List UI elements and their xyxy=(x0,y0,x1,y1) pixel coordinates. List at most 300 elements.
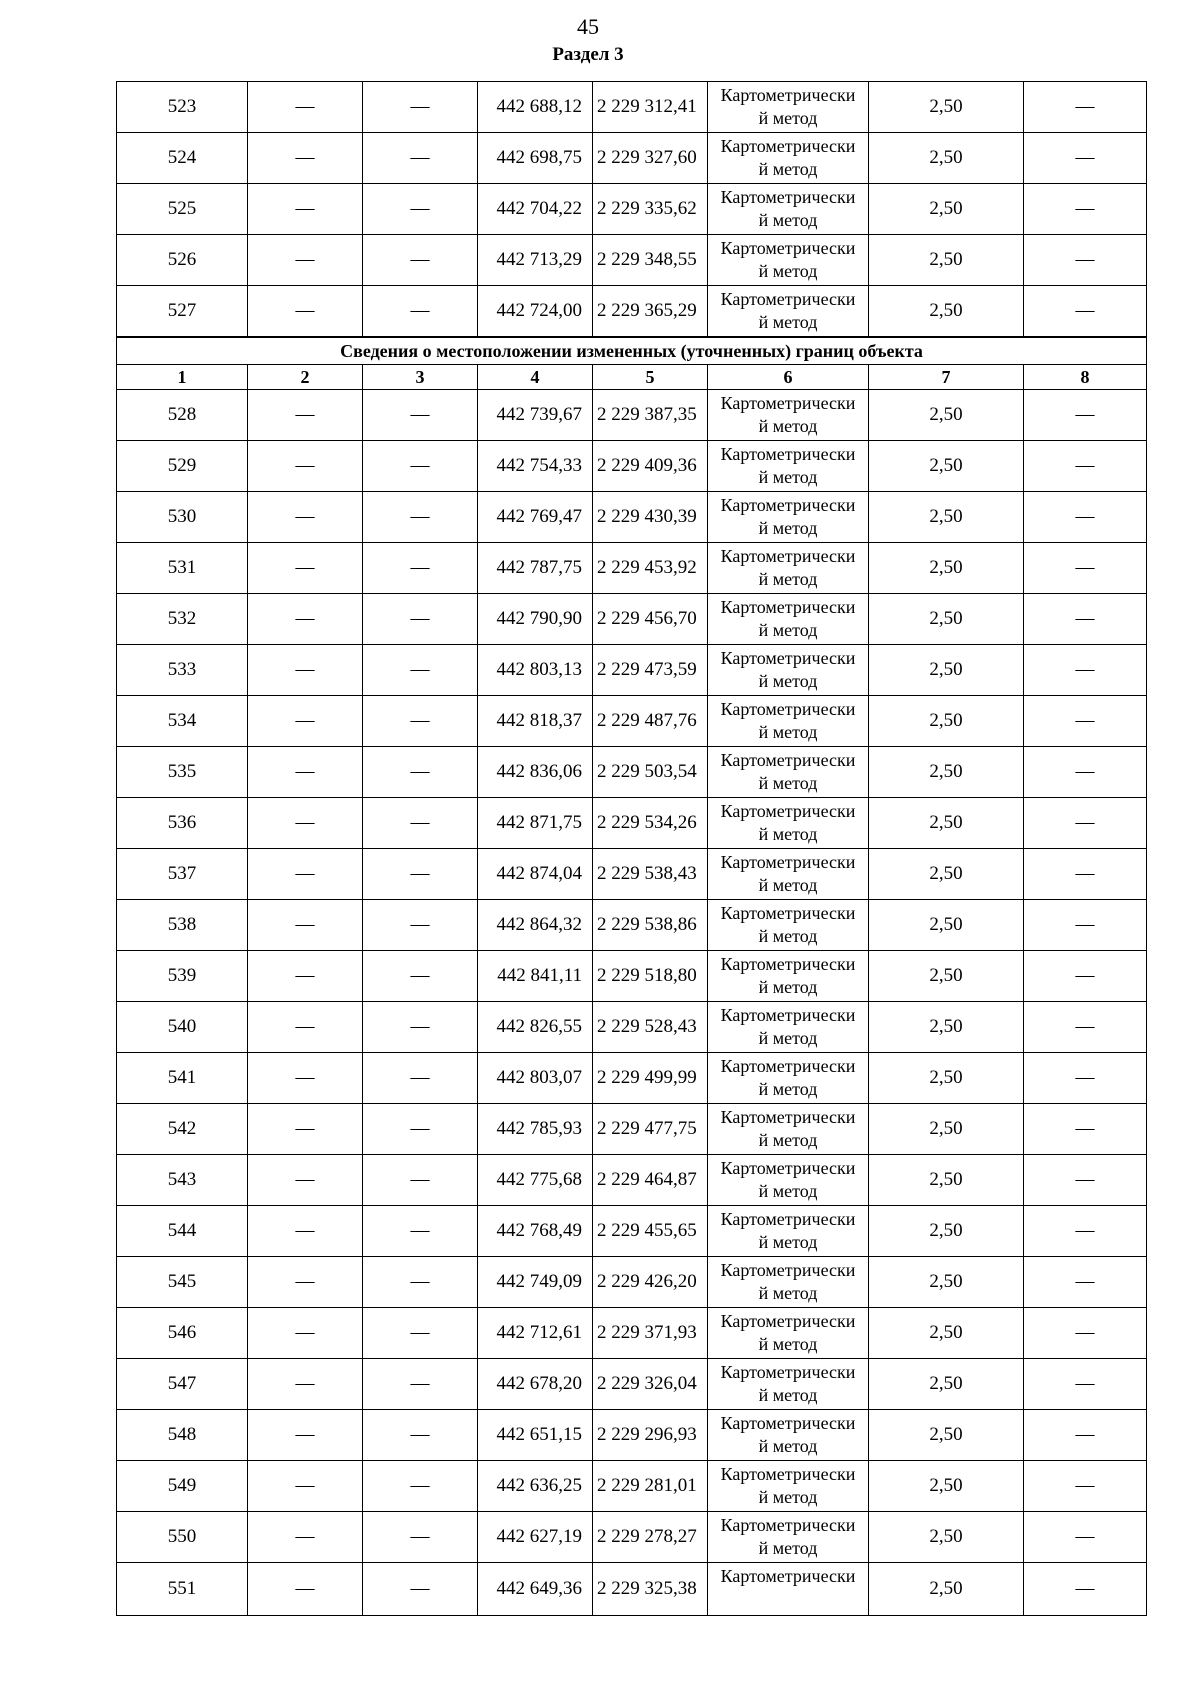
accuracy-cell: 2,50 xyxy=(869,1257,1024,1308)
table-row xyxy=(117,441,1147,492)
table-row xyxy=(117,594,1147,645)
point-number-cell: 542 xyxy=(117,1104,248,1155)
dash-cell: — xyxy=(363,1308,478,1359)
dash-cell: — xyxy=(248,1053,363,1104)
method-line-2: й метод xyxy=(758,108,818,128)
method-line-2: й метод xyxy=(758,210,818,230)
accuracy-cell: 2,50 xyxy=(869,82,1024,133)
dash-cell: — xyxy=(248,543,363,594)
method-cell xyxy=(708,696,869,747)
coordinate-y-cell: 2 229 499,99 xyxy=(593,1053,708,1104)
method-line-1: Картометрически xyxy=(720,648,856,668)
dash-cell: — xyxy=(1024,645,1147,696)
method-line-1: Картометрически xyxy=(720,750,856,770)
coordinate-y-cell: 2 229 327,60 xyxy=(593,133,708,184)
coordinate-x-cell: 442 704,22 xyxy=(478,184,593,235)
coordinate-y-cell: 2 229 409,36 xyxy=(593,441,708,492)
accuracy-cell: 2,50 xyxy=(869,441,1024,492)
coordinate-y-cell: 2 229 281,01 xyxy=(593,1461,708,1512)
dash-cell: — xyxy=(363,184,478,235)
method-line-1: Картометрически xyxy=(720,85,856,105)
dash-cell: — xyxy=(363,492,478,543)
accuracy-cell: 2,50 xyxy=(869,1104,1024,1155)
method-line-2: й метод xyxy=(758,1079,818,1099)
dash-cell: — xyxy=(248,1104,363,1155)
dash-cell: — xyxy=(363,1512,478,1563)
dash-cell: — xyxy=(363,1155,478,1206)
coordinate-y-cell: 2 229 473,59 xyxy=(593,645,708,696)
method-line-1: Картометрически xyxy=(720,1005,856,1025)
method-cell xyxy=(708,1104,869,1155)
method-cell xyxy=(708,286,869,338)
method-line-2: й метод xyxy=(758,1385,818,1405)
method-line-2: й метод xyxy=(758,671,818,691)
dash-cell: — xyxy=(363,849,478,900)
dash-cell: — xyxy=(1024,1359,1147,1410)
method-cell xyxy=(708,645,869,696)
method-line-1: Картометрически xyxy=(720,852,856,872)
method-line-1: Картометрически xyxy=(720,1515,856,1535)
point-number-cell: 523 xyxy=(117,82,248,133)
method-line-1: Картометрически xyxy=(720,238,856,258)
accuracy-cell: 2,50 xyxy=(869,1359,1024,1410)
coordinate-x-cell: 442 768,49 xyxy=(478,1206,593,1257)
coordinate-y-cell: 2 229 296,93 xyxy=(593,1410,708,1461)
column-number: 4 xyxy=(478,365,593,390)
method-cell xyxy=(708,1308,869,1359)
dash-cell: — xyxy=(363,1053,478,1104)
table-heading-row xyxy=(117,337,1147,365)
point-number-cell: 547 xyxy=(117,1359,248,1410)
dash-cell: — xyxy=(363,1563,478,1616)
dash-cell: — xyxy=(1024,798,1147,849)
method-cell xyxy=(708,441,869,492)
point-number-cell: 538 xyxy=(117,900,248,951)
coordinate-y-cell: 2 229 455,65 xyxy=(593,1206,708,1257)
coordinate-x-cell: 442 651,15 xyxy=(478,1410,593,1461)
rows-bottom xyxy=(117,390,1147,1616)
dash-cell: — xyxy=(1024,1308,1147,1359)
coordinate-x-cell: 442 698,75 xyxy=(478,133,593,184)
method-line-1: Картометрически xyxy=(720,1311,856,1331)
table-row xyxy=(117,133,1147,184)
method-line-1: Картометрически xyxy=(720,393,856,413)
boundary-points-table xyxy=(116,81,1147,1616)
accuracy-cell: 2,50 xyxy=(869,1053,1024,1104)
dash-cell: — xyxy=(1024,849,1147,900)
point-number-cell: 551 xyxy=(117,1563,248,1616)
coordinate-y-cell: 2 229 430,39 xyxy=(593,492,708,543)
dash-cell: — xyxy=(1024,492,1147,543)
method-line-2: й метод xyxy=(758,926,818,946)
column-number: 6 xyxy=(708,365,869,390)
dash-cell: — xyxy=(248,798,363,849)
coordinate-y-cell: 2 229 326,04 xyxy=(593,1359,708,1410)
table-row xyxy=(117,900,1147,951)
accuracy-cell: 2,50 xyxy=(869,1512,1024,1563)
point-number-cell: 534 xyxy=(117,696,248,747)
coordinate-x-cell: 442 826,55 xyxy=(478,1002,593,1053)
point-number-cell: 539 xyxy=(117,951,248,1002)
method-line-1: Картометрически xyxy=(720,1158,856,1178)
coordinate-x-cell: 442 649,36 xyxy=(478,1563,593,1616)
dash-cell: — xyxy=(1024,1563,1147,1616)
method-line-1: Картометрически xyxy=(720,1107,856,1127)
method-line-1: Картометрически xyxy=(720,1056,856,1076)
method-line-2: й метод xyxy=(758,977,818,997)
table-row xyxy=(117,1104,1147,1155)
accuracy-cell: 2,50 xyxy=(869,1410,1024,1461)
method-line-2: й метод xyxy=(758,875,818,895)
method-line-2: й метод xyxy=(758,722,818,742)
dash-cell: — xyxy=(248,1512,363,1563)
method-line-2: й метод xyxy=(758,467,818,487)
coordinate-x-cell: 442 841,11 xyxy=(478,951,593,1002)
table-row xyxy=(117,1410,1147,1461)
point-number-cell: 546 xyxy=(117,1308,248,1359)
coordinate-y-cell: 2 229 335,62 xyxy=(593,184,708,235)
method-cell xyxy=(708,235,869,286)
dash-cell: — xyxy=(1024,1512,1147,1563)
table-row xyxy=(117,390,1147,441)
method-line-2: й метод xyxy=(758,1028,818,1048)
method-cell xyxy=(708,1563,869,1616)
coordinate-x-cell: 442 754,33 xyxy=(478,441,593,492)
table-heading-group xyxy=(117,337,1147,390)
coordinate-y-cell: 2 229 312,41 xyxy=(593,82,708,133)
method-cell xyxy=(708,798,869,849)
table-row xyxy=(117,696,1147,747)
method-line-1: Картометрически xyxy=(720,444,856,464)
method-line-2: й метод xyxy=(758,1283,818,1303)
dash-cell: — xyxy=(363,1206,478,1257)
dash-cell: — xyxy=(1024,184,1147,235)
coordinate-x-cell: 442 871,75 xyxy=(478,798,593,849)
coordinate-y-cell: 2 229 325,38 xyxy=(593,1563,708,1616)
coordinate-y-cell: 2 229 477,75 xyxy=(593,1104,708,1155)
accuracy-cell: 2,50 xyxy=(869,1563,1024,1616)
point-number-cell: 525 xyxy=(117,184,248,235)
dash-cell: — xyxy=(1024,1206,1147,1257)
dash-cell: — xyxy=(363,900,478,951)
method-line-1: Картометрически xyxy=(720,801,856,821)
accuracy-cell: 2,50 xyxy=(869,798,1024,849)
coordinate-x-cell: 442 769,47 xyxy=(478,492,593,543)
accuracy-cell: 2,50 xyxy=(869,1308,1024,1359)
table-row xyxy=(117,82,1147,133)
method-cell xyxy=(708,1257,869,1308)
method-line-1: Картометрически xyxy=(720,903,856,923)
coordinate-x-cell: 442 712,61 xyxy=(478,1308,593,1359)
dash-cell: — xyxy=(363,543,478,594)
point-number-cell: 524 xyxy=(117,133,248,184)
table-row xyxy=(117,849,1147,900)
method-line-1: Картометрически xyxy=(720,1413,856,1433)
method-line-2: й метод xyxy=(758,1130,818,1150)
table-row xyxy=(117,1563,1147,1616)
coordinate-x-cell: 442 636,25 xyxy=(478,1461,593,1512)
method-cell xyxy=(708,951,869,1002)
dash-cell: — xyxy=(1024,133,1147,184)
method-line-1: Картометрически xyxy=(720,289,856,309)
table-row xyxy=(117,951,1147,1002)
dash-cell: — xyxy=(1024,747,1147,798)
method-cell xyxy=(708,1359,869,1410)
coordinate-x-cell: 442 724,00 xyxy=(478,286,593,338)
dash-cell: — xyxy=(363,82,478,133)
dash-cell: — xyxy=(248,1206,363,1257)
column-number: 8 xyxy=(1024,365,1147,390)
coordinate-x-cell: 442 627,19 xyxy=(478,1512,593,1563)
method-line-1: Картометрически xyxy=(720,495,856,515)
column-number: 5 xyxy=(593,365,708,390)
method-line-1: Картометрически xyxy=(720,546,856,566)
coordinate-y-cell: 2 229 456,70 xyxy=(593,594,708,645)
coordinate-x-cell: 442 739,67 xyxy=(478,390,593,441)
dash-cell: — xyxy=(1024,543,1147,594)
dash-cell: — xyxy=(363,286,478,338)
table-row xyxy=(117,1257,1147,1308)
method-line-2: й метод xyxy=(758,569,818,589)
table-row xyxy=(117,1002,1147,1053)
method-line-1: Картометрически xyxy=(720,1362,856,1382)
method-cell xyxy=(708,543,869,594)
dash-cell: — xyxy=(248,1410,363,1461)
coordinate-y-cell: 2 229 518,80 xyxy=(593,951,708,1002)
coordinate-x-cell: 442 678,20 xyxy=(478,1359,593,1410)
point-number-cell: 545 xyxy=(117,1257,248,1308)
method-line-1: Картометрически xyxy=(720,699,856,719)
method-cell xyxy=(708,1410,869,1461)
method-line-1: Картометрически xyxy=(720,1209,856,1229)
coordinate-y-cell: 2 229 365,29 xyxy=(593,286,708,338)
method-line-2: й метод xyxy=(758,261,818,281)
method-cell xyxy=(708,747,869,798)
coordinate-x-cell: 442 749,09 xyxy=(478,1257,593,1308)
dash-cell: — xyxy=(248,1257,363,1308)
dash-cell: — xyxy=(1024,441,1147,492)
method-cell xyxy=(708,390,869,441)
table-row xyxy=(117,1206,1147,1257)
dash-cell: — xyxy=(248,1308,363,1359)
point-number-cell: 549 xyxy=(117,1461,248,1512)
coordinate-x-cell: 442 864,32 xyxy=(478,900,593,951)
method-cell xyxy=(708,133,869,184)
column-number: 2 xyxy=(248,365,363,390)
coordinate-x-cell: 442 787,75 xyxy=(478,543,593,594)
table-row xyxy=(117,492,1147,543)
dash-cell: — xyxy=(363,747,478,798)
dash-cell: — xyxy=(248,849,363,900)
accuracy-cell: 2,50 xyxy=(869,1002,1024,1053)
point-number-cell: 529 xyxy=(117,441,248,492)
dash-cell: — xyxy=(1024,286,1147,338)
method-cell xyxy=(708,82,869,133)
dash-cell: — xyxy=(1024,1104,1147,1155)
dash-cell: — xyxy=(363,1359,478,1410)
dash-cell: — xyxy=(1024,235,1147,286)
method-cell xyxy=(708,1206,869,1257)
method-line-2: й метод xyxy=(758,824,818,844)
dash-cell: — xyxy=(1024,82,1147,133)
dash-cell: — xyxy=(248,390,363,441)
method-cell xyxy=(708,184,869,235)
table-row xyxy=(117,286,1147,338)
dash-cell: — xyxy=(1024,390,1147,441)
dash-cell: — xyxy=(1024,1461,1147,1512)
dash-cell: — xyxy=(248,492,363,543)
accuracy-cell: 2,50 xyxy=(869,951,1024,1002)
method-line-2: й метод xyxy=(758,1334,818,1354)
coordinate-y-cell: 2 229 538,86 xyxy=(593,900,708,951)
method-cell xyxy=(708,849,869,900)
method-cell xyxy=(708,1155,869,1206)
method-line-2: й метод xyxy=(758,620,818,640)
point-number-cell: 536 xyxy=(117,798,248,849)
accuracy-cell: 2,50 xyxy=(869,747,1024,798)
coordinate-y-cell: 2 229 464,87 xyxy=(593,1155,708,1206)
table-row xyxy=(117,1308,1147,1359)
method-line-2: й метод xyxy=(758,1487,818,1507)
method-line-2: й метод xyxy=(758,416,818,436)
point-number-cell: 541 xyxy=(117,1053,248,1104)
table-row xyxy=(117,645,1147,696)
accuracy-cell: 2,50 xyxy=(869,1206,1024,1257)
coordinate-y-cell: 2 229 387,35 xyxy=(593,390,708,441)
coordinate-x-cell: 442 836,06 xyxy=(478,747,593,798)
table-row xyxy=(117,235,1147,286)
dash-cell: — xyxy=(248,1002,363,1053)
dash-cell: — xyxy=(363,1104,478,1155)
column-number: 7 xyxy=(869,365,1024,390)
dash-cell: — xyxy=(248,1563,363,1616)
accuracy-cell: 2,50 xyxy=(869,900,1024,951)
dash-cell: — xyxy=(363,594,478,645)
dash-cell: — xyxy=(363,1002,478,1053)
column-number: 3 xyxy=(363,365,478,390)
coordinate-y-cell: 2 229 278,27 xyxy=(593,1512,708,1563)
table-row xyxy=(117,747,1147,798)
coordinate-x-cell: 442 874,04 xyxy=(478,849,593,900)
page-number: 45 xyxy=(577,14,599,39)
dash-cell: — xyxy=(1024,1155,1147,1206)
dash-cell: — xyxy=(363,390,478,441)
section-title: Раздел 3 xyxy=(552,44,624,65)
dash-cell: — xyxy=(1024,1410,1147,1461)
dash-cell: — xyxy=(1024,951,1147,1002)
method-line-1: Картометрически xyxy=(720,1260,856,1280)
coordinate-y-cell: 2 229 503,54 xyxy=(593,747,708,798)
table-row xyxy=(117,1359,1147,1410)
coordinate-x-cell: 442 818,37 xyxy=(478,696,593,747)
point-number-cell: 548 xyxy=(117,1410,248,1461)
dash-cell: — xyxy=(248,133,363,184)
dash-cell: — xyxy=(363,645,478,696)
coordinate-y-cell: 2 229 487,76 xyxy=(593,696,708,747)
table-row xyxy=(117,798,1147,849)
accuracy-cell: 2,50 xyxy=(869,543,1024,594)
table-row xyxy=(117,1053,1147,1104)
dash-cell: — xyxy=(248,594,363,645)
accuracy-cell: 2,50 xyxy=(869,235,1024,286)
point-number-cell: 526 xyxy=(117,235,248,286)
accuracy-cell: 2,50 xyxy=(869,594,1024,645)
accuracy-cell: 2,50 xyxy=(869,390,1024,441)
method-line-2: й метод xyxy=(758,159,818,179)
dash-cell: — xyxy=(363,441,478,492)
method-line-2: й метод xyxy=(758,312,818,332)
method-cell xyxy=(708,594,869,645)
dash-cell: — xyxy=(248,441,363,492)
accuracy-cell: 2,50 xyxy=(869,696,1024,747)
point-number-cell: 530 xyxy=(117,492,248,543)
method-line-1: Картометрически xyxy=(720,1464,856,1484)
accuracy-cell: 2,50 xyxy=(869,184,1024,235)
coordinate-x-cell: 442 688,12 xyxy=(478,82,593,133)
dash-cell: — xyxy=(1024,1053,1147,1104)
dash-cell: — xyxy=(363,133,478,184)
method-line-1: Картометрически xyxy=(720,136,856,156)
table-row xyxy=(117,1155,1147,1206)
dash-cell: — xyxy=(248,900,363,951)
coordinate-y-cell: 2 229 453,92 xyxy=(593,543,708,594)
point-number-cell: 550 xyxy=(117,1512,248,1563)
point-number-cell: 528 xyxy=(117,390,248,441)
coordinate-x-cell: 442 803,07 xyxy=(478,1053,593,1104)
accuracy-cell: 2,50 xyxy=(869,849,1024,900)
coordinate-x-cell: 442 785,93 xyxy=(478,1104,593,1155)
coordinate-y-cell: 2 229 371,93 xyxy=(593,1308,708,1359)
dash-cell: — xyxy=(248,1155,363,1206)
method-cell xyxy=(708,1461,869,1512)
method-line-2: й метод xyxy=(758,1436,818,1456)
point-number-cell: 535 xyxy=(117,747,248,798)
table-row xyxy=(117,1512,1147,1563)
table-row xyxy=(117,1461,1147,1512)
method-cell xyxy=(708,1512,869,1563)
point-number-cell: 527 xyxy=(117,286,248,338)
method-line-1: Картометрически xyxy=(720,1566,856,1586)
dash-cell: — xyxy=(1024,1257,1147,1308)
dash-cell: — xyxy=(363,1257,478,1308)
accuracy-cell: 2,50 xyxy=(869,286,1024,338)
point-number-cell: 543 xyxy=(117,1155,248,1206)
accuracy-cell: 2,50 xyxy=(869,1155,1024,1206)
method-line-1: Картометрически xyxy=(720,597,856,617)
method-line-1: Картометрически xyxy=(720,954,856,974)
table-row xyxy=(117,543,1147,594)
dash-cell: — xyxy=(363,235,478,286)
dash-cell: — xyxy=(248,1461,363,1512)
method-line-2: й метод xyxy=(758,1232,818,1252)
dash-cell: — xyxy=(248,951,363,1002)
method-cell xyxy=(708,1053,869,1104)
coordinate-y-cell: 2 229 426,20 xyxy=(593,1257,708,1308)
accuracy-cell: 2,50 xyxy=(869,492,1024,543)
dash-cell: — xyxy=(363,1410,478,1461)
dash-cell: — xyxy=(363,951,478,1002)
dash-cell: — xyxy=(363,798,478,849)
coordinate-y-cell: 2 229 528,43 xyxy=(593,1002,708,1053)
dash-cell: — xyxy=(248,696,363,747)
method-line-2: й метод xyxy=(758,518,818,538)
dash-cell: — xyxy=(248,645,363,696)
dash-cell: — xyxy=(1024,594,1147,645)
method-line-2: й метод xyxy=(758,773,818,793)
accuracy-cell: 2,50 xyxy=(869,645,1024,696)
table-row xyxy=(117,184,1147,235)
dash-cell: — xyxy=(1024,1002,1147,1053)
